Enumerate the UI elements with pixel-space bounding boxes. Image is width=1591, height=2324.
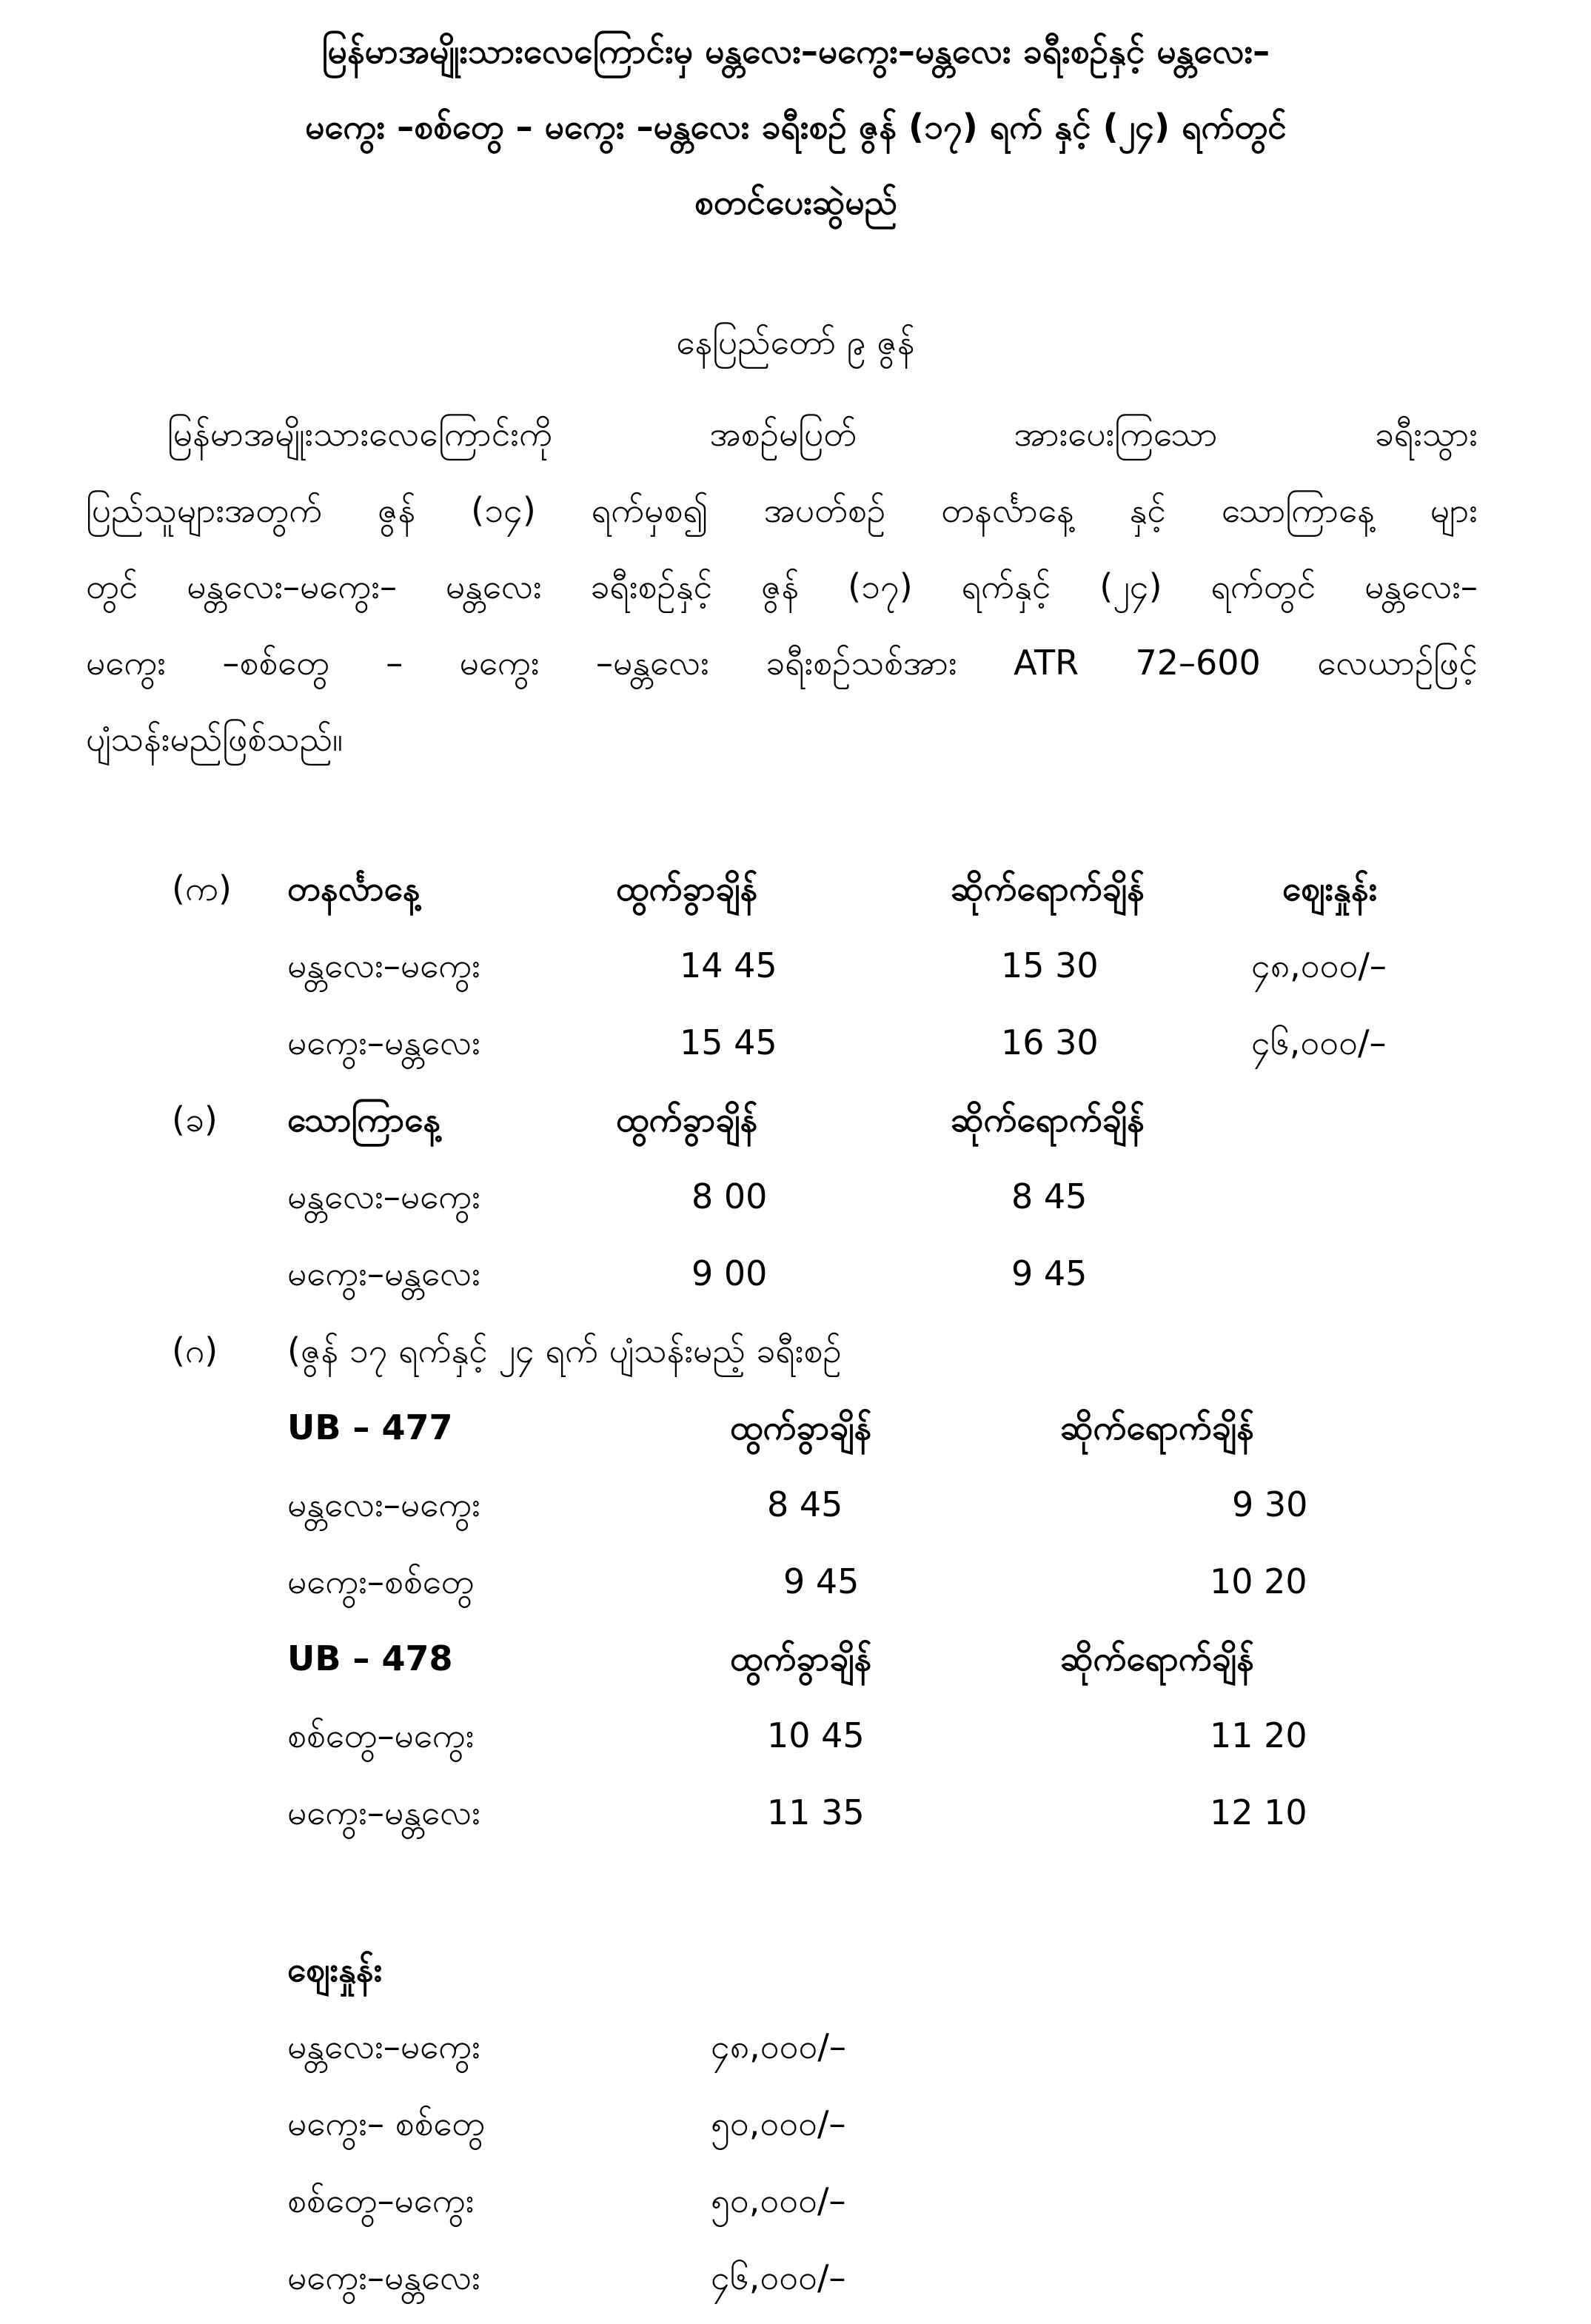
fare: ၅၀,၀၀၀/– xyxy=(711,2103,846,2143)
column-header-arrival: ဆိုက်ရောက်ချိန် xyxy=(951,1099,1145,1139)
headline-line-3: စတင်ပေးဆွဲမည် xyxy=(694,182,898,222)
intro-word: နှင့် xyxy=(1129,490,1166,530)
intro-word: (၁၇) xyxy=(848,566,913,606)
section-marker: (က) xyxy=(172,868,232,908)
headline-line-1: မြန်မာအမျိုးသားလေကြောင်းမှ မန္တလေး–မကွေး–မန္တလေး ခရီးစဉ်နှင့် မန္တလေး– xyxy=(321,31,1270,71)
column-header-arrival: ဆိုက်ရောက်ချိန် xyxy=(1060,1638,1254,1678)
fare: ၄၆,၀၀၀/– xyxy=(711,2257,846,2297)
intro-word: ပျံသန်းမည်ဖြစ်သည်။ xyxy=(86,719,343,759)
fare: ၄၆,၀၀၀/– xyxy=(1251,1022,1387,1062)
intro-word: ခရီးစဉ်သစ်အား xyxy=(766,643,957,683)
fare: ၄၈,၀၀၀/– xyxy=(1251,945,1387,985)
route-name: မကွေး–မန္တလေး xyxy=(287,1792,480,1832)
headline xyxy=(81,13,1510,240)
departure-time: 8 00 xyxy=(691,1176,768,1216)
intro-word: ရက်တွင် xyxy=(1210,566,1316,606)
column-header-price: ဈေးနှုန်း xyxy=(1282,868,1378,908)
fare: ၅၀,၀၀၀/– xyxy=(711,2180,846,2220)
intro-word: လေယာဉ်ဖြင့် xyxy=(1317,643,1478,683)
section-intro: (ဇွန် ၁၇ ရက်နှင့် ၂၄ ရက် ပျံသန်းမည့် ခရီးစဉ် xyxy=(287,1330,842,1370)
intro-line-5 xyxy=(86,701,1478,777)
intro-word: မကွေး xyxy=(86,643,166,683)
arrival-time: 9 45 xyxy=(1011,1253,1088,1293)
section-title: သောကြာနေ့ xyxy=(287,1099,441,1139)
intro-word: သောကြာနေ့ xyxy=(1221,490,1375,530)
route-name: စစ်တွေ–မကွေး xyxy=(287,2180,475,2220)
intro-word: မန္တလေး– xyxy=(1364,566,1478,606)
route-name: မကွေး–စစ်တွေ xyxy=(287,1561,475,1601)
intro-word: ရက်နှင့် xyxy=(961,566,1051,606)
arrival-time: 11 20 xyxy=(1210,1715,1307,1755)
route-name: မကွေး–မန္တလေး xyxy=(287,1253,480,1293)
intro-word: မန္တလေး–မကွေး– xyxy=(187,566,397,606)
route-name: မန္တလေး–မကွေး xyxy=(287,1484,480,1524)
column-header-departure: ထွက်ခွာချိန် xyxy=(616,1099,758,1139)
intro-word: (၁၄) xyxy=(471,490,536,530)
intro-word: ATR xyxy=(1014,643,1079,683)
route-name: စစ်တွေ–မကွေး xyxy=(287,1715,475,1755)
departure-time: 10 45 xyxy=(767,1715,865,1755)
intro-word: မကွေး xyxy=(459,643,540,683)
intro-paragraph xyxy=(86,396,1478,777)
intro-word: တွင် xyxy=(86,566,138,606)
headline-line-2: မကွေး –စစ်တွေ – မကွေး –မန္တလေး ခရီးစဉ် ဇွန် (၁၇) ရက် နှင့် (၂၄) ရက်တွင် xyxy=(305,107,1287,147)
arrival-time: 15 30 xyxy=(1001,945,1099,985)
intro-word: မြန်မာအမျိုးသားလေကြောင်းကို xyxy=(167,414,552,454)
arrival-time: 12 10 xyxy=(1210,1792,1307,1832)
intro-word: ရက်မှစ၍ xyxy=(591,490,709,530)
route-name: မကွေး–မန္တလေး xyxy=(287,1022,480,1062)
intro-line-1 xyxy=(86,396,1478,472)
route-name: မန္တလေး–မကွေး xyxy=(287,945,480,985)
column-header-arrival: ဆိုက်ရောက်ချိန် xyxy=(1060,1407,1254,1447)
intro-word: အပတ်စဉ် xyxy=(763,490,886,530)
column-header-departure: ထွက်ခွာချိန် xyxy=(616,868,758,908)
departure-time: 9 45 xyxy=(783,1561,860,1601)
arrival-time: 8 45 xyxy=(1011,1176,1088,1216)
section-marker: (ဂ) xyxy=(172,1330,218,1370)
flight-code: UB – 477 xyxy=(287,1407,453,1447)
departure-time: 8 45 xyxy=(767,1484,843,1524)
intro-word: – xyxy=(386,643,403,683)
departure-time: 11 35 xyxy=(767,1792,865,1832)
column-header-arrival: ဆိုက်ရောက်ချိန် xyxy=(951,868,1145,908)
fares-title: ဈေးနှုန်း xyxy=(287,1949,383,1989)
intro-line-2 xyxy=(86,472,1478,549)
intro-word: ပြည်သူများအတွက် xyxy=(86,490,323,530)
column-header-departure: ထွက်ခွာချိန် xyxy=(730,1407,872,1447)
intro-word: (၂၄) xyxy=(1099,566,1162,606)
route-name: မကွေး– စစ်တွေ xyxy=(287,2103,486,2143)
dateline: နေပြည်တော် ၉ ဇွန် xyxy=(676,322,915,362)
intro-word: တနင်္လာနေ့ xyxy=(941,490,1074,530)
intro-word: ခရီးသွား xyxy=(1374,414,1478,454)
departure-time: 14 45 xyxy=(680,945,777,985)
arrival-time: 16 30 xyxy=(1001,1022,1099,1062)
route-name: မန္တလေး–မကွေး xyxy=(287,1176,480,1216)
intro-word: ဇွန် xyxy=(761,566,800,606)
departure-time: 15 45 xyxy=(680,1022,777,1062)
route-name: မကွေး–မန္တလေး xyxy=(287,2257,480,2297)
column-header-departure: ထွက်ခွာချိန် xyxy=(730,1638,872,1678)
intro-word: များ xyxy=(1430,490,1478,530)
intro-word: အားပေးကြသော xyxy=(1014,414,1218,454)
section-marker: (ခ) xyxy=(172,1099,218,1139)
intro-word: အစဉ်မပြတ် xyxy=(709,414,857,454)
intro-word: ဇွန် xyxy=(378,490,416,530)
arrival-time: 9 30 xyxy=(1232,1484,1308,1524)
flight-code: UB – 478 xyxy=(287,1638,453,1678)
intro-line-4 xyxy=(86,625,1478,701)
intro-word: 72–600 xyxy=(1135,643,1261,683)
arrival-time: 10 20 xyxy=(1210,1561,1307,1601)
intro-word: –မန္တလေး xyxy=(595,643,709,683)
intro-word: ခရီးစဉ်နှင့် xyxy=(590,566,713,606)
intro-line-3 xyxy=(86,549,1478,625)
section-title: တနင်္လာနေ့ xyxy=(287,868,421,908)
route-name: မန္တလေး–မကွေး xyxy=(287,2026,480,2066)
fare: ၄၈,၀၀၀/– xyxy=(711,2026,846,2066)
intro-word: မန္တလေး xyxy=(445,566,542,606)
intro-word: –စစ်တွေ xyxy=(222,643,329,683)
departure-time: 9 00 xyxy=(691,1253,768,1293)
